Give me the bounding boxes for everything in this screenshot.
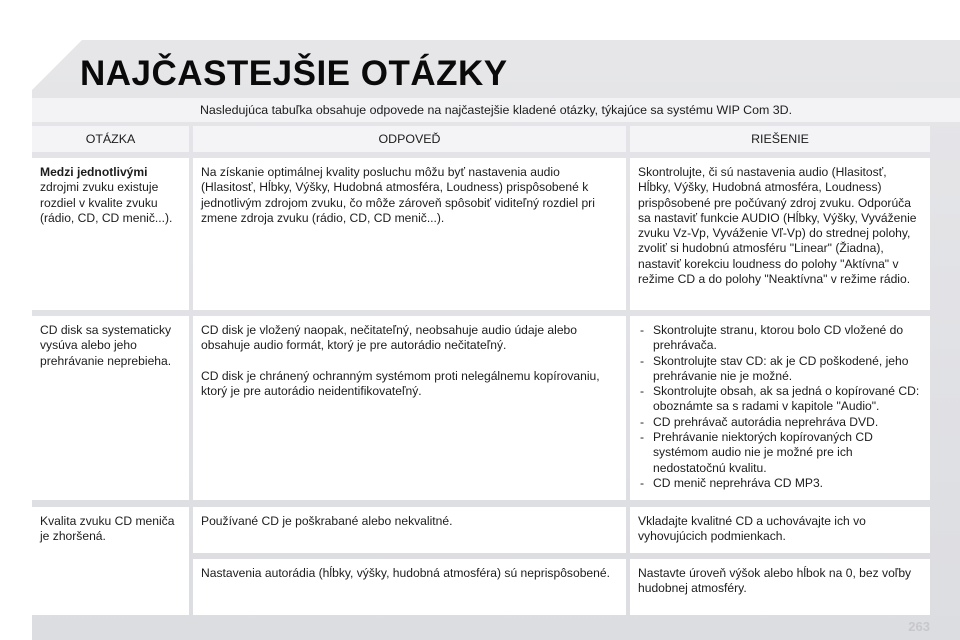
row2-solution-cell [630, 316, 930, 500]
column-header-answer: ODPOVEĎ [193, 126, 626, 152]
row1-solution-text: Skontrolujte, či sú nastavenia audio (Hlasitosť, Hĺbky, Výšky, Hudobná atmosféra, Loudness) prispôsobené pre počúvaný zdroj zvuku. Odporúča sa nastaviť funkcie AUDIO (Hĺbky, Výšky, Vyváženie zvuku Vz-Vp, Vyváženie Vľ-Vp) do strednej polohy, zvoliť si hudobnú atmosféru "Linear" (Žiadna), nastaviť korekciu loudness do polohy "Aktívna" v režime CD a do polohy "Neaktívna" v režime rádio. [638, 165, 917, 287]
list-item: - CD menič neprehráva CD MP3. [638, 476, 922, 491]
list-item: - CD prehrávač autorádia neprehráva DVD. [638, 415, 922, 430]
list-item: - Prehrávanie niektorých kopírovaných CD systémom audio nie je možné pre ich nedostatočnú kvalitu. [638, 430, 922, 476]
row3-answer-a-text: Používané CD je poškrabané alebo nekvalitné. [201, 514, 453, 528]
row1-answer-text: Na získanie optimálnej kvality posluchu môžu byť nastavenia audio (Hlasitosť, Hĺbky, Výšky, Hudobná atmosféra, Loudness) prispôsobené k jednotlivým zdrojom zvuku, čo môže zároveň spôsobiť viditeľný rozdiel pri zmene zdroja zvuku (rádio, CD, CD menič...). [201, 165, 595, 225]
row3-question-cell [32, 507, 189, 615]
column-header-question: OTÁZKA [32, 126, 189, 152]
row1-answer-cell [193, 158, 626, 310]
row2-question-cell [32, 316, 189, 500]
row2-answer-cell [193, 316, 626, 500]
row3-solution-a-cell [630, 507, 930, 553]
row2-solution-list [638, 323, 922, 491]
row1-question-text: zdrojmi zvuku existuje rozdiel v kvalite zvuku (rádio, CD, CD menič...). [40, 180, 173, 225]
row3-solution-b-cell [630, 559, 930, 615]
row3-answer-a-cell [193, 507, 626, 553]
list-item: - Skontrolujte stranu, ktorou bolo CD vložené do prehrávača. [638, 323, 922, 354]
row1-question-bold: Medzi jednotlivými [40, 165, 148, 179]
page-corner-fold [32, 40, 82, 90]
intro-text: Nasledujúca tabuľka obsahuje odpovede na najčastejšie kladené otázky, týkajúce sa systému WIP Com 3D. [32, 98, 960, 122]
list-item: - Skontrolujte stav CD: ak je CD poškodené, jeho prehrávanie nie je možné. [638, 354, 922, 385]
row1-solution-cell [630, 158, 930, 310]
row3-solution-a-text: Vkladajte kvalitné CD a uchovávajte ich vo vyhovujúcich podmienkach. [638, 514, 866, 544]
row3-answer-b-text: Nastavenia autorádia (hĺbky, výšky, hudobná atmosféra) sú neprispôsobené. [201, 566, 610, 580]
page-title: NAJČASTEJŠIE OTÁZKY [80, 54, 508, 93]
page-number: 263 [908, 619, 930, 634]
row1-question-cell [32, 158, 189, 310]
list-item: - Skontrolujte obsah, ak sa jedná o kopírované CD: oboznámte sa s radami v kapitole "Audio". [638, 384, 922, 415]
row2-question-text: CD disk sa systematicky vysúva alebo jeho prehrávanie neprebieha. [40, 323, 172, 368]
row3-question-text: Kvalita zvuku CD meniča je zhoršená. [40, 514, 175, 544]
row2-answer-p2: CD disk je chránený ochranným systémom proti nelegálnemu kopírovaniu, ktorý je pre autorádio neidentifikovateľný. [201, 368, 600, 398]
row3-solution-b-text: Nastavte úroveň výšok alebo hĺbok na 0, bez voľby hudobnej atmosféry. [638, 566, 912, 596]
row2-answer-p1: CD disk je vložený naopak, nečitateľný, neobsahuje audio údaje alebo obsahuje audio formát, ktorý je pre autorádio nečitateľný. [201, 323, 577, 353]
column-header-solution: RIEŠENIE [630, 126, 930, 152]
row3-answer-b-cell [193, 559, 626, 615]
